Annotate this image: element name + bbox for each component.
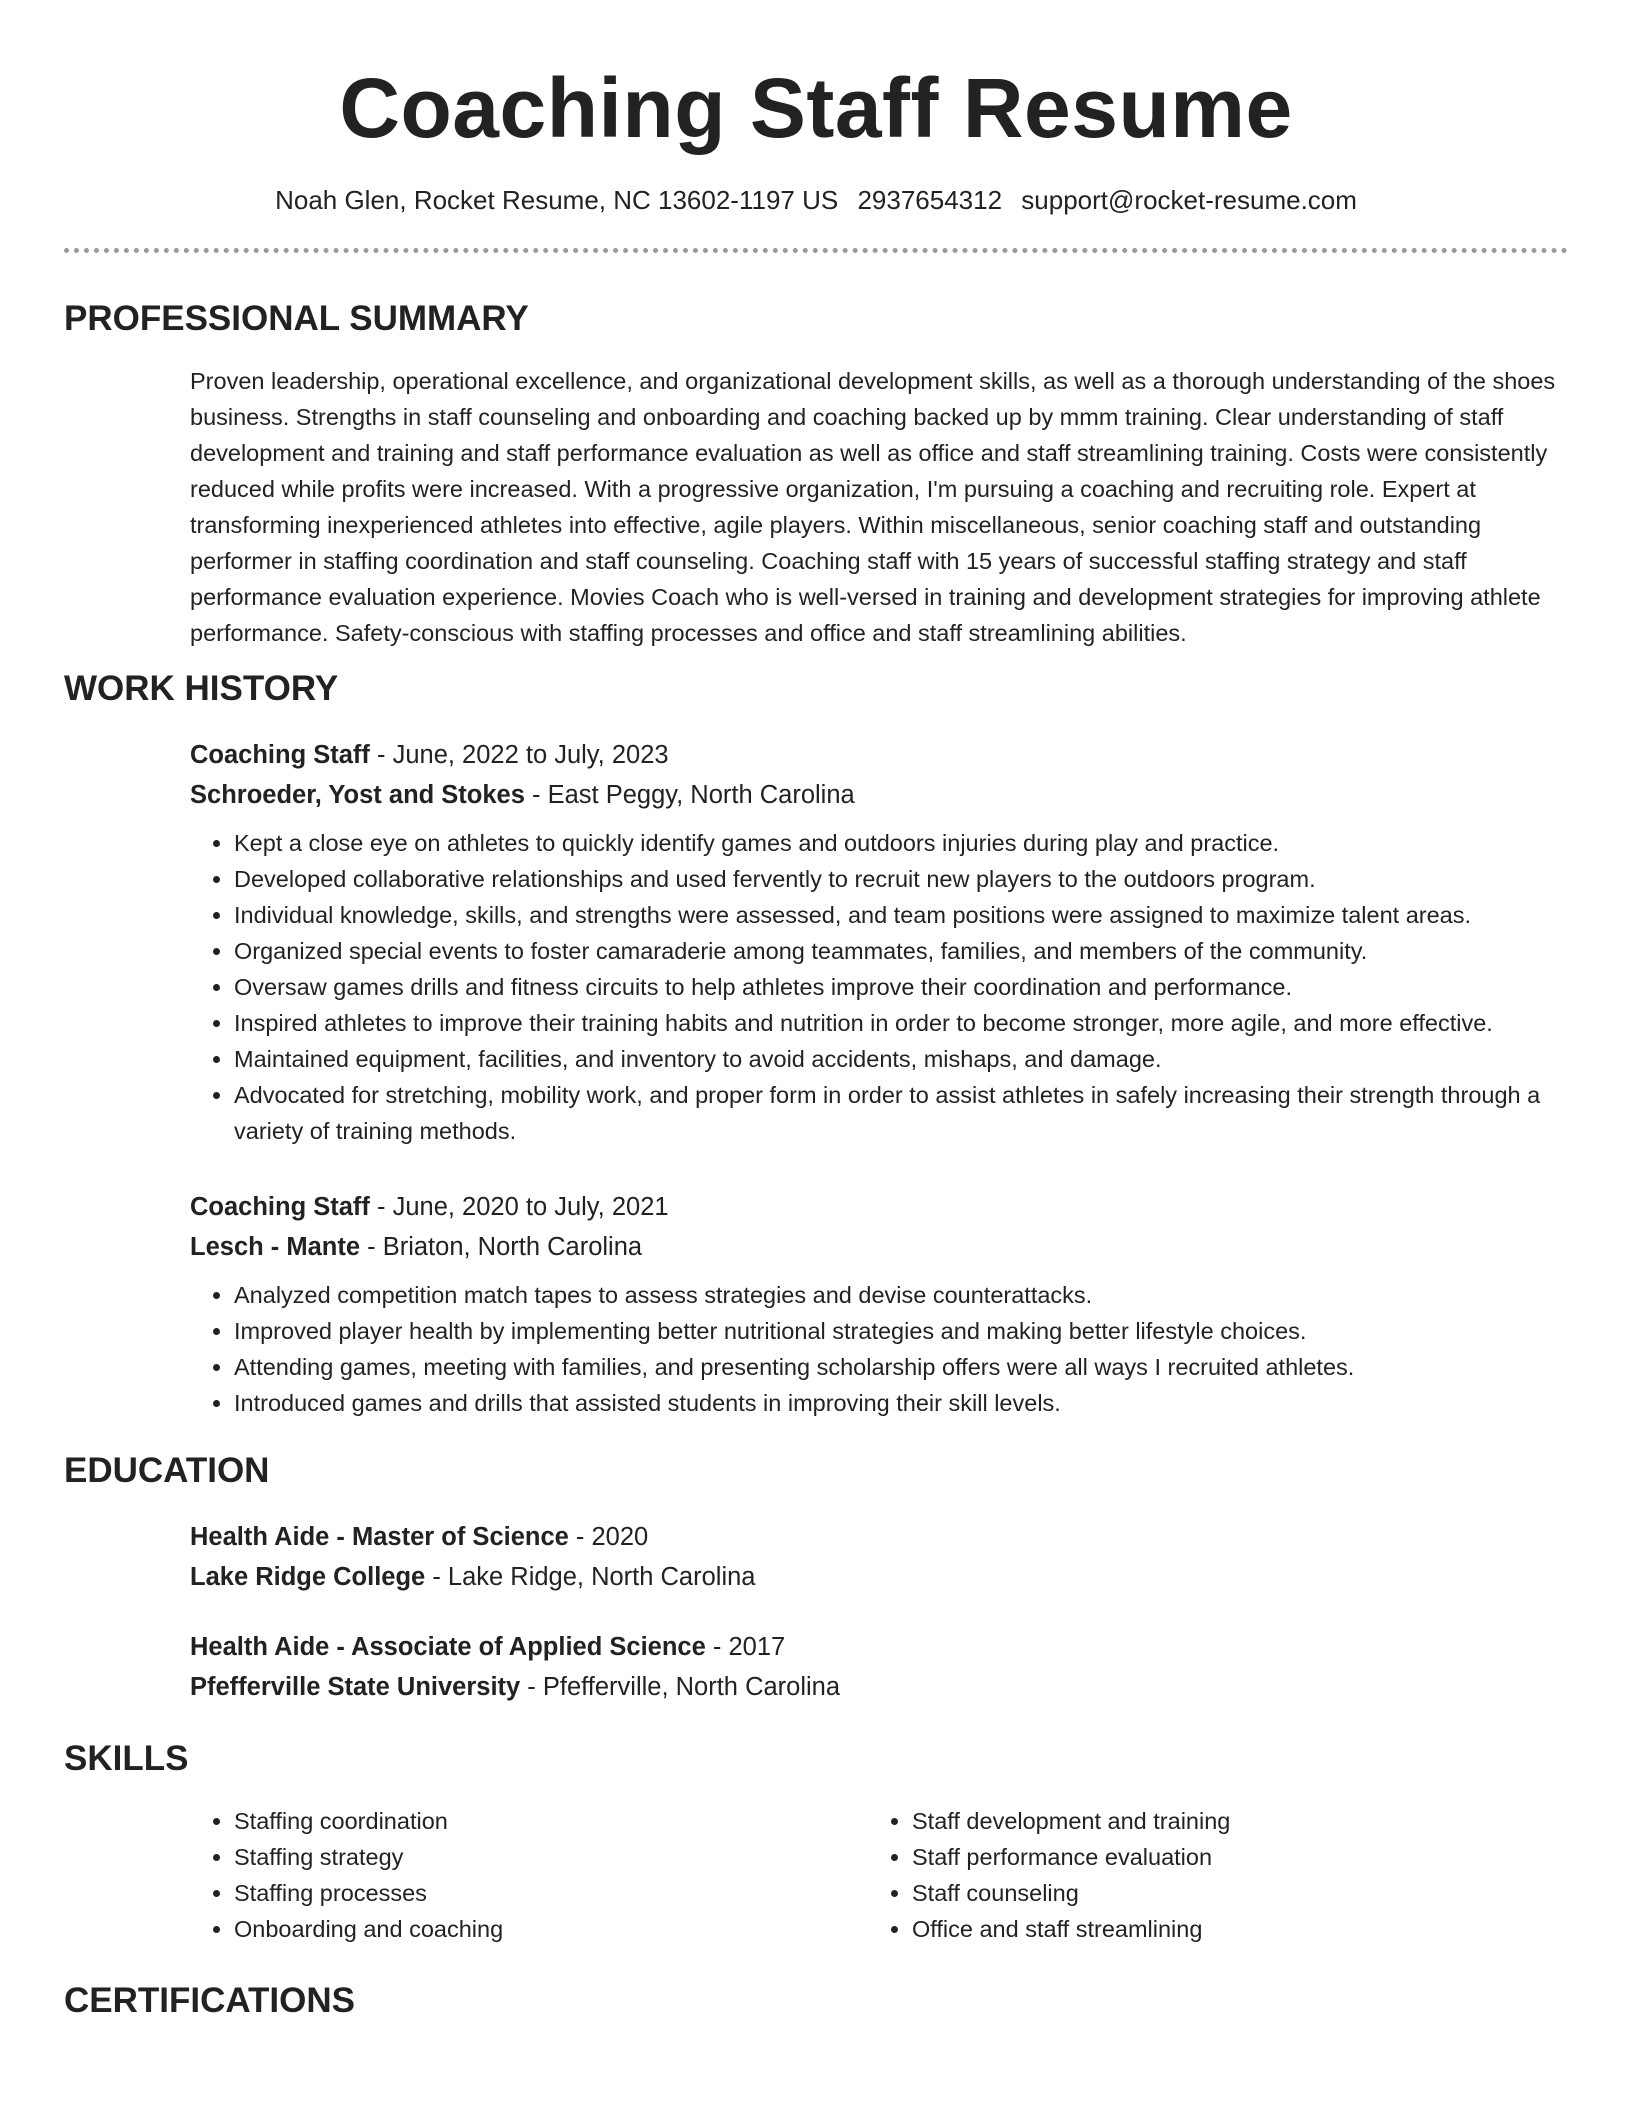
degree-year: - 2020 [568,1523,649,1551]
job-entry [190,1187,1568,1421]
summary-heading: PROFESSIONAL SUMMARY [64,299,529,338]
job-bullet: • Advocated for stretching, mobility work, and proper form in order to assist athletes in safely increasing their strength through a variety of training methods. [234,1077,1568,1149]
job-company: Schroeder, Yost and Stokes [190,781,525,809]
job-bullet: • Kept a close eye on athletes to quickly identify games and outdoors injuries during play and practice. [234,825,1568,861]
degree-line [190,1627,1568,1667]
job-dates: - June, 2022 to July, 2023 [369,741,669,769]
job-company-line [190,1227,1568,1267]
job-location: - Briaton, North Carolina [360,1233,643,1261]
degree-name: Health Aide - Master of Science [190,1523,569,1551]
job-bullet: • Maintained equipment, facilities, and inventory to avoid accidents, mishaps, and damage. [234,1041,1568,1077]
school-name: Pfefferville State University [190,1673,521,1701]
skill-item: • Staffing strategy [234,1839,868,1875]
school-location: - Lake Ridge, North Carolina [425,1563,756,1591]
job-company: Lesch - Mante [190,1233,361,1261]
degree-line [190,1517,1568,1557]
job-location: - East Peggy, North Carolina [524,781,855,809]
degree-name: Health Aide - Associate of Applied Science [190,1633,706,1661]
job-bullets [190,825,1568,1149]
contact-phone: 2937654312 [857,185,1003,215]
job-title: Coaching Staff [190,741,370,769]
education-heading: EDUCATION [64,1451,270,1490]
job-bullet: • Developed collaborative relationships and used fervently to recruit new players to the outdoors program. [234,861,1568,897]
certifications-heading: CERTIFICATIONS [64,1981,356,2020]
school-line [190,1667,1568,1707]
school-name: Lake Ridge College [190,1563,426,1591]
job-title-line [190,1187,1568,1227]
skills-right-column [868,1803,1546,1947]
job-company-line [190,775,1568,815]
degree-year: - 2017 [705,1633,786,1661]
job-title: Coaching Staff [190,1193,370,1221]
header-divider [64,248,1568,253]
contact-email: support@rocket-resume.com [1021,185,1357,215]
work-history-heading: WORK HISTORY [64,669,339,708]
contact-address: Noah Glen, Rocket Resume, NC 13602-1197 US [275,185,839,215]
skills-left-column [190,1803,868,1947]
job-bullet: • Introduced games and drills that assisted students in improving their skill levels. [234,1385,1568,1421]
skill-item: • Staffing processes [234,1875,868,1911]
summary-text: Proven leadership, operational excellence, and organizational development skills, as well as a thorough understanding of the shoes business. Strengths in staff counseling and onboarding and coaching backed up by mmm training. Clear understanding of staff development and training and staff performance evaluation as well as office and staff streamlining training. Costs were consistently reduced while profits were increased. With a progressive organization, I'm pursuing a coaching and recruiting role. Expert at transforming inexperienced athletes into effective, agile players. Within miscellaneous, senior coaching staff and outstanding performer in staffing coordination and staff counseling. Coaching staff with 15 years of successful staffing strategy and staff performance evaluation experience. Movies Coach who is well-versed in training and development strategies for improving athlete performance. Safety-conscious with staffing processes and office and staff streamlining abilities. [190,368,1556,646]
job-dates: - June, 2020 to July, 2021 [369,1193,669,1221]
job-bullet: • Improved player health by implementing better nutritional strategies and making better lifestyle choices. [234,1313,1568,1349]
skill-item: • Onboarding and coaching [234,1911,868,1947]
job-bullet: • Individual knowledge, skills, and strengths were assessed, and team positions were assigned to maximize talent areas. [234,897,1568,933]
skill-item: • Staff counseling [912,1875,1546,1911]
education-entry [190,1517,1568,1597]
school-location: - Pfefferville, North Carolina [520,1673,841,1701]
job-bullet: • Inspired athletes to improve their training habits and nutrition in order to become stronger, more agile, and more effective. [234,1005,1568,1041]
education-entry [190,1627,1568,1707]
resume-page [64,0,1568,2023]
skill-item: • Staff development and training [912,1803,1546,1839]
job-bullet: • Oversaw games drills and fitness circuits to help athletes improve their coordination and performance. [234,969,1568,1005]
skills-heading: SKILLS [64,1739,189,1778]
job-entry [190,735,1568,1149]
skills-columns [190,1803,1568,1947]
contact-line [64,182,1568,218]
resume-title: Coaching Staff Resume [339,61,1293,155]
job-title-line [190,735,1568,775]
school-line [190,1557,1568,1597]
job-bullet: • Organized special events to foster camaraderie among teammates, families, and members of the community. [234,933,1568,969]
job-bullet: • Analyzed competition match tapes to assess strategies and devise counterattacks. [234,1277,1568,1313]
skill-item: • Office and staff streamlining [912,1911,1546,1947]
job-bullets [190,1277,1568,1421]
job-bullet: • Attending games, meeting with families, and presenting scholarship offers were all ways I recruited athletes. [234,1349,1568,1385]
skill-item: • Staffing coordination [234,1803,868,1839]
skill-item: • Staff performance evaluation [912,1839,1546,1875]
